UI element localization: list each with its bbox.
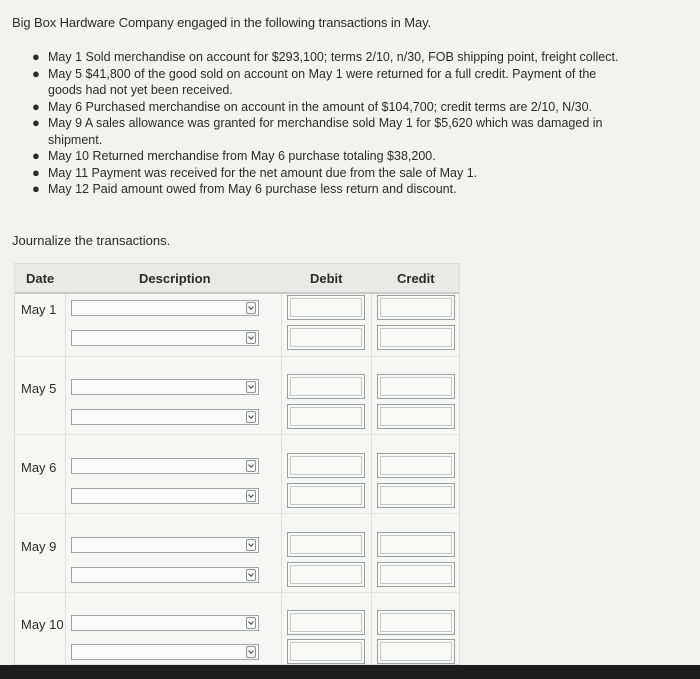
transaction-text: May 10 Returned merchandise from May 6 purchase totaling $38,200. xyxy=(48,149,436,163)
debit-input[interactable] xyxy=(287,562,365,587)
description-select[interactable] xyxy=(71,300,259,316)
list-item xyxy=(30,99,620,116)
chevron-down-icon xyxy=(246,646,256,658)
debit-input[interactable] xyxy=(287,639,365,664)
transaction-list xyxy=(30,49,620,198)
transaction-text: May 11 Payment was received for the net amount due from the sale of May 1. xyxy=(48,165,478,180)
description-select[interactable] xyxy=(71,644,259,660)
description-select[interactable] xyxy=(71,458,259,474)
description-select[interactable] xyxy=(71,615,259,631)
header-description: Description xyxy=(139,271,211,286)
debit-input[interactable] xyxy=(287,295,365,320)
transaction-text: May 1 Sold merchandise on account for $293,100; terms 2/10, n/30, FOB shipping point, freight collect. xyxy=(48,50,619,64)
credit-input[interactable] xyxy=(377,562,455,587)
entry-date: May 9 xyxy=(21,539,57,554)
chevron-down-icon xyxy=(246,490,256,502)
screen-bottom-edge xyxy=(0,665,700,679)
transaction-text: May 5 $41,800 of the good sold on account on May 1 were returned for a full credit. Payment of the goods had not yet been received. xyxy=(48,66,597,97)
chevron-down-icon xyxy=(246,302,256,314)
entry-date: May 5 xyxy=(21,381,57,396)
description-select[interactable] xyxy=(71,330,259,346)
debit-input[interactable] xyxy=(287,532,365,557)
description-select[interactable] xyxy=(71,409,259,425)
transaction-text: May 6 Purchased merchandise on account in the amount of $104,700; credit terms are 2/10, N/30. xyxy=(48,99,593,114)
list-item xyxy=(30,181,620,198)
table-header xyxy=(15,264,459,294)
chevron-down-icon xyxy=(246,460,256,472)
debit-input[interactable] xyxy=(287,453,365,478)
credit-input[interactable] xyxy=(377,532,455,557)
bullet-icon: ● xyxy=(32,65,40,81)
debit-input[interactable] xyxy=(287,404,365,429)
credit-input[interactable] xyxy=(377,453,455,478)
entry-date: May 6 xyxy=(21,460,57,475)
bullet-icon: ● xyxy=(32,164,40,180)
chevron-down-icon xyxy=(246,332,256,344)
instruction-text: Journalize the transactions. xyxy=(12,233,171,248)
row-divider xyxy=(15,592,459,593)
credit-input[interactable] xyxy=(377,639,455,664)
bullet-icon: ● xyxy=(32,49,40,64)
list-item xyxy=(30,66,620,99)
credit-input[interactable] xyxy=(377,404,455,429)
header-date: Date xyxy=(26,271,55,286)
credit-input[interactable] xyxy=(377,295,455,320)
debit-input[interactable] xyxy=(287,374,365,399)
bullet-icon: ● xyxy=(32,148,40,163)
row-divider xyxy=(15,356,459,357)
journal-table xyxy=(14,263,460,665)
chevron-down-icon xyxy=(246,617,256,629)
list-item xyxy=(30,115,620,148)
description-select[interactable] xyxy=(71,379,259,395)
list-item xyxy=(30,148,620,165)
debit-input[interactable] xyxy=(287,610,365,635)
chevron-down-icon xyxy=(246,569,256,581)
credit-input[interactable] xyxy=(377,325,455,350)
description-select[interactable] xyxy=(71,488,259,504)
entry-date: May 10 xyxy=(21,617,64,632)
bullet-icon: ● xyxy=(32,98,40,114)
bullet-icon: ● xyxy=(32,181,40,196)
transaction-text: May 12 Paid amount owed from May 6 purchase less return and discount. xyxy=(48,182,457,196)
credit-input[interactable] xyxy=(377,374,455,399)
bullet-icon: ● xyxy=(32,115,40,130)
list-item xyxy=(30,165,620,182)
problem-intro: Big Box Hardware Company engaged in the following transactions in May. xyxy=(12,15,432,30)
description-select[interactable] xyxy=(71,537,259,553)
transaction-text: May 9 A sales allowance was granted for merchandise sold May 1 for $5,620 which was damaged in shipment. xyxy=(48,116,603,147)
debit-input[interactable] xyxy=(287,483,365,508)
row-divider xyxy=(15,513,459,514)
chevron-down-icon xyxy=(246,411,256,423)
column-divider xyxy=(281,294,282,664)
column-divider xyxy=(65,294,66,664)
credit-input[interactable] xyxy=(377,610,455,635)
column-divider xyxy=(371,294,372,664)
credit-input[interactable] xyxy=(377,483,455,508)
row-divider xyxy=(15,434,459,435)
header-debit: Debit xyxy=(310,271,343,286)
chevron-down-icon xyxy=(246,539,256,551)
entry-date: May 1 xyxy=(21,302,57,317)
header-credit: Credit xyxy=(397,271,435,286)
description-select[interactable] xyxy=(71,567,259,583)
debit-input[interactable] xyxy=(287,325,365,350)
list-item xyxy=(30,49,620,66)
chevron-down-icon xyxy=(246,381,256,393)
